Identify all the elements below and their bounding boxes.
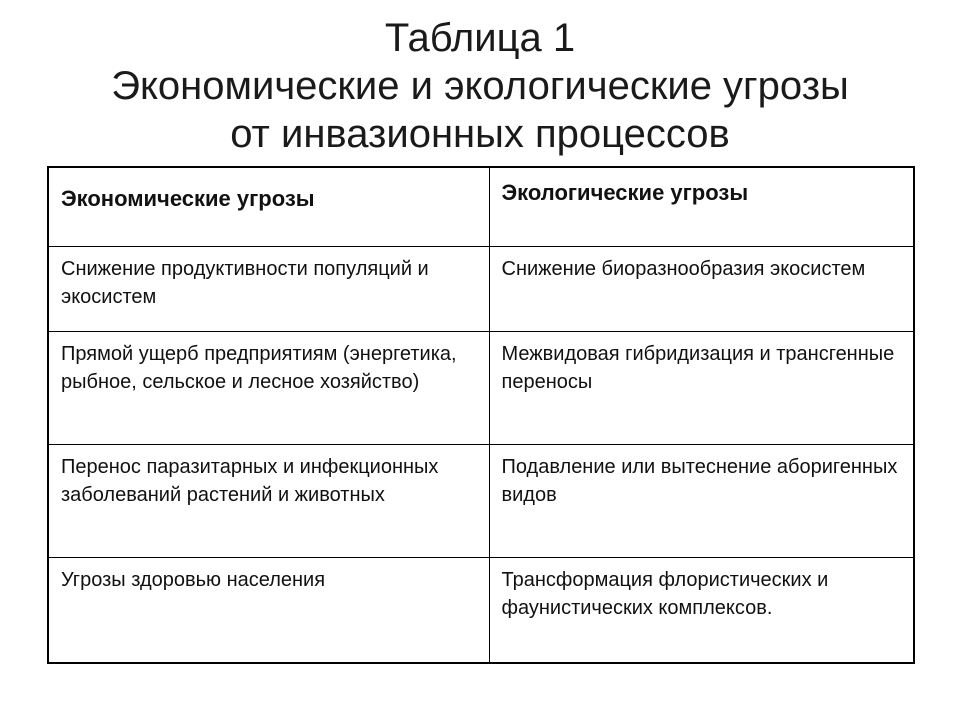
table-row xyxy=(48,558,914,664)
ecological-threat-cell: Межвидовая гибридизация и трансгенные переносы xyxy=(489,332,914,445)
ecological-threat-cell: Трансформация флористических и фаунистических комплексов. xyxy=(489,558,914,664)
ecological-threat-cell: Снижение биоразнообразия экосистем xyxy=(489,247,914,332)
table-header-row xyxy=(48,167,914,247)
table-row xyxy=(48,445,914,558)
header-ecological-threats: Экологические угрозы xyxy=(489,167,914,247)
title-line-1: Таблица 1 xyxy=(384,16,576,60)
threats-table xyxy=(47,166,915,664)
table-row xyxy=(48,247,914,332)
table-row xyxy=(48,332,914,445)
economic-threat-cell: Снижение продуктивности популяций и экосистем xyxy=(48,247,489,332)
economic-threat-cell: Прямой ущерб предприятиям (энергетика, рыбное, сельское и лесное хозяйство) xyxy=(48,332,489,445)
economic-threat-cell: Перенос паразитарных и инфекционных заболеваний растений и животных xyxy=(48,445,489,558)
ecological-threat-cell: Подавление или вытеснение аборигенных видов xyxy=(489,445,914,558)
title-line-2: Экономические и экологические угрозы xyxy=(111,64,849,108)
title-line-3: от инвазионных процессов xyxy=(230,112,730,156)
page-title xyxy=(0,14,960,158)
economic-threat-cell: Угрозы здоровью населения xyxy=(48,558,489,664)
header-economic-threats: Экономические угрозы xyxy=(48,167,489,247)
